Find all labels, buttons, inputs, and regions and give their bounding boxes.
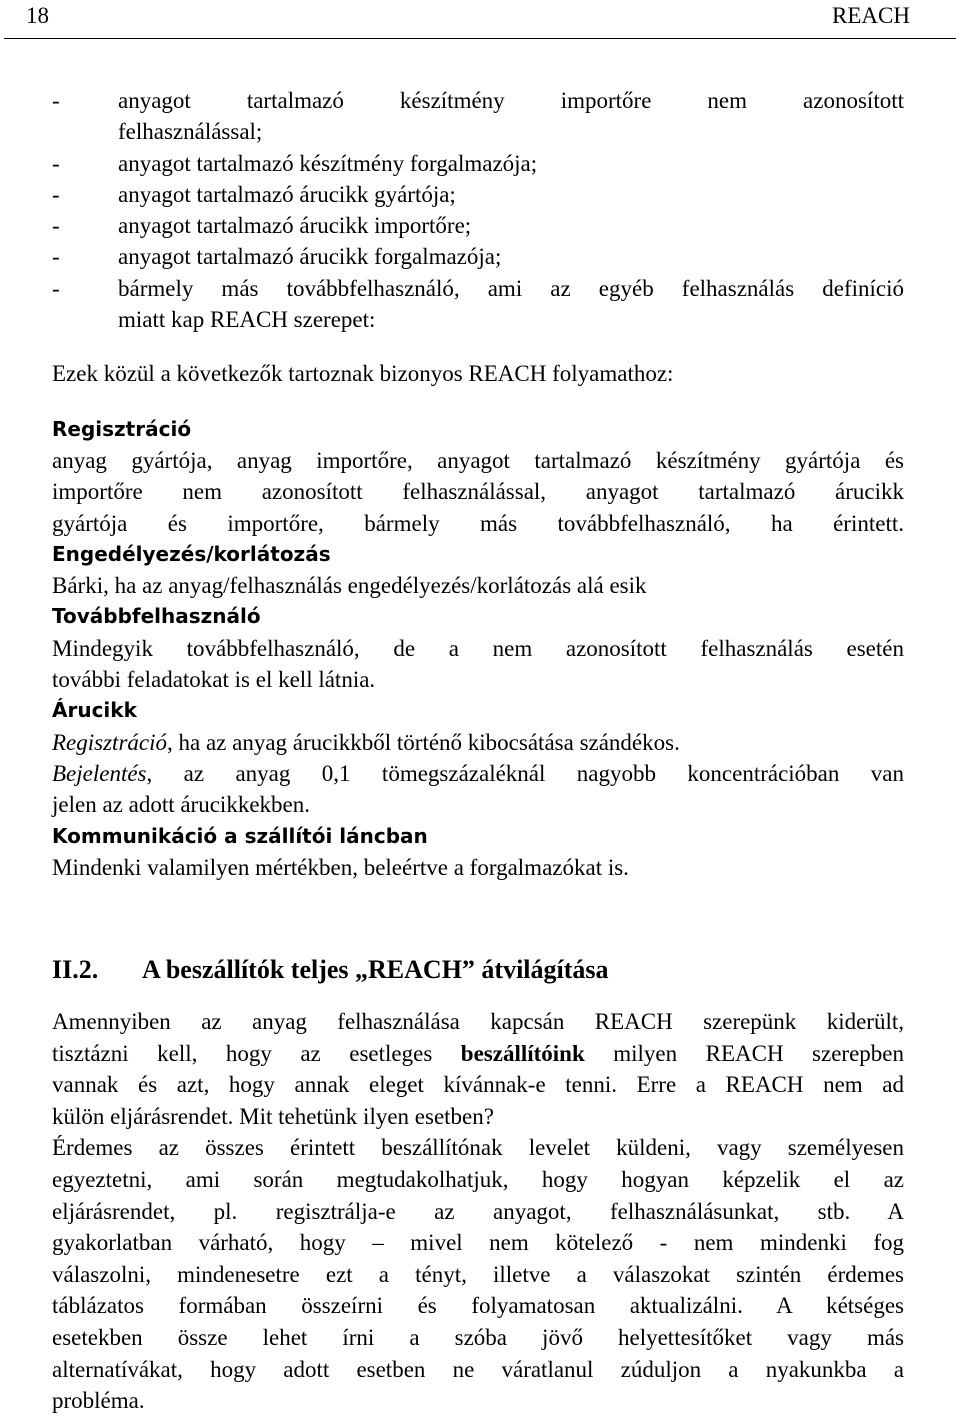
- para1-line: vannak és azt, hogy annak eleget kívánnak-e tenni. Erre a REACH nem ad: [52, 1072, 904, 1098]
- list-item: - anyagot tartalmazó árucikk importőre;: [52, 210, 904, 241]
- authorisation-heading: Engedélyezés/korlátozás: [52, 541, 331, 566]
- authorisation-text: Bárki, ha az anyag/felhasználás engedélyezés/korlátozás alá esik: [52, 573, 647, 599]
- header-rule: [4, 38, 956, 39]
- para1-line: tisztázni kell, hogy az esetleges beszállítóink milyen REACH szerepben: [52, 1040, 904, 1066]
- list-item: - anyagot tartalmazó árucikk gyártója;: [52, 179, 904, 210]
- main-content: [52, 85, 904, 883]
- section-number: II.2.: [52, 955, 99, 984]
- bullet-dash: -: [52, 88, 60, 113]
- downstream-heading: Továbbfelhasználó: [52, 604, 261, 629]
- article-registration: Regisztráció, ha az anyag árucikkből történő kibocsátása szándékos.: [52, 729, 680, 755]
- bullet-dash: -: [52, 213, 60, 239]
- article-heading: Árucikk: [52, 698, 137, 723]
- bullet-dash: -: [52, 275, 60, 301]
- para1-line: külön eljárásrendet. Mit tehetünk ilyen esetben?: [52, 1103, 494, 1129]
- bullet-dash: -: [52, 150, 60, 176]
- list-item: - anyagot tartalmazó árucikk forgalmazója;: [52, 241, 904, 272]
- para2-line: probléma.: [52, 1388, 145, 1414]
- page-header: [0, 0, 960, 38]
- para2-line: alternatívákat, hogy adott esetben ne váratlanul zúduljon a nyakunkba a: [52, 1356, 904, 1382]
- article-notification-cont: jelen az adott árucikkekben.: [52, 792, 310, 818]
- para2-line: egyeztetni, ami során megtudakolhatjuk, hogy hogyan képzelik el az: [52, 1166, 904, 1192]
- list-item: - bármely más továbbfelhasználó, ami az egyéb felhasználás definíció: [52, 273, 904, 304]
- para1-line: Amennyiben az anyag felhasználása kapcsán REACH szerepünk kiderült,: [52, 1009, 904, 1034]
- para2-line: táblázatos formában összeírni és folyamatosan aktualizálni. A kétséges: [52, 1293, 904, 1319]
- list-item: - anyagot tartalmazó készítmény forgalmazója;: [52, 148, 904, 179]
- para2-line: Érdemes az összes érintett beszállítónak levelet küldeni, vagy személyesen: [52, 1135, 904, 1161]
- list-item: - anyagot tartalmazó készítmény importőre nem azonosított: [52, 85, 904, 116]
- list-item-continuation: miatt kap REACH szerepet:: [118, 307, 376, 333]
- registration-line: importőre nem azonosított felhasználással, anyagot tartalmazó árucikk: [52, 479, 904, 505]
- section-title: A beszállítók teljes „REACH” átvilágítása: [142, 955, 609, 984]
- role-list: [52, 85, 904, 335]
- para2-line: esetekben össze lehet írni a szóba jövő helyettesítőket vagy más: [52, 1324, 904, 1350]
- article-notification: Bejelentés, az anyag 0,1 tömegszázaléknál nagyobb koncentrációban van: [52, 760, 904, 786]
- downstream-line: további feladatokat is el kell látnia.: [52, 667, 376, 693]
- para2-line: eljárásrendet, pl. regisztrálja-e az anyagot, felhasználásunkat, stb. A: [52, 1198, 904, 1224]
- bullet-dash: -: [52, 244, 60, 270]
- communication-heading: Kommunikáció a szállítói láncban: [52, 823, 428, 848]
- section-body: [52, 1006, 904, 1417]
- bullet-dash: -: [52, 181, 60, 207]
- list-item-continuation: felhasználással;: [118, 119, 263, 145]
- para2-line: gyakorlatban várható, hogy – mivel nem kötelező - nem mindenki fog: [52, 1230, 904, 1256]
- page-number: 18: [26, 3, 49, 28]
- communication-text: Mindenki valamilyen mértékben, beleértve a forgalmazókat is.: [52, 854, 629, 880]
- downstream-line: Mindegyik továbbfelhasználó, de a nem azonosított felhasználás esetén: [52, 635, 904, 661]
- intro-text: Ezek közül a következők tartoznak bizonyos REACH folyamathoz:: [52, 361, 674, 387]
- registration-line: anyag gyártója, anyag importőre, anyagot tartalmazó készítmény gyártója és: [52, 447, 904, 473]
- running-title: REACH: [832, 3, 910, 28]
- registration-heading: Regisztráció: [52, 416, 192, 441]
- para2-line: válaszolni, mindenesetre ezt a tényt, illetve a válaszokat szintén érdemes: [52, 1261, 904, 1287]
- registration-line: gyártója és importőre, bármely más továbbfelhasználó, ha érintett.: [52, 510, 904, 536]
